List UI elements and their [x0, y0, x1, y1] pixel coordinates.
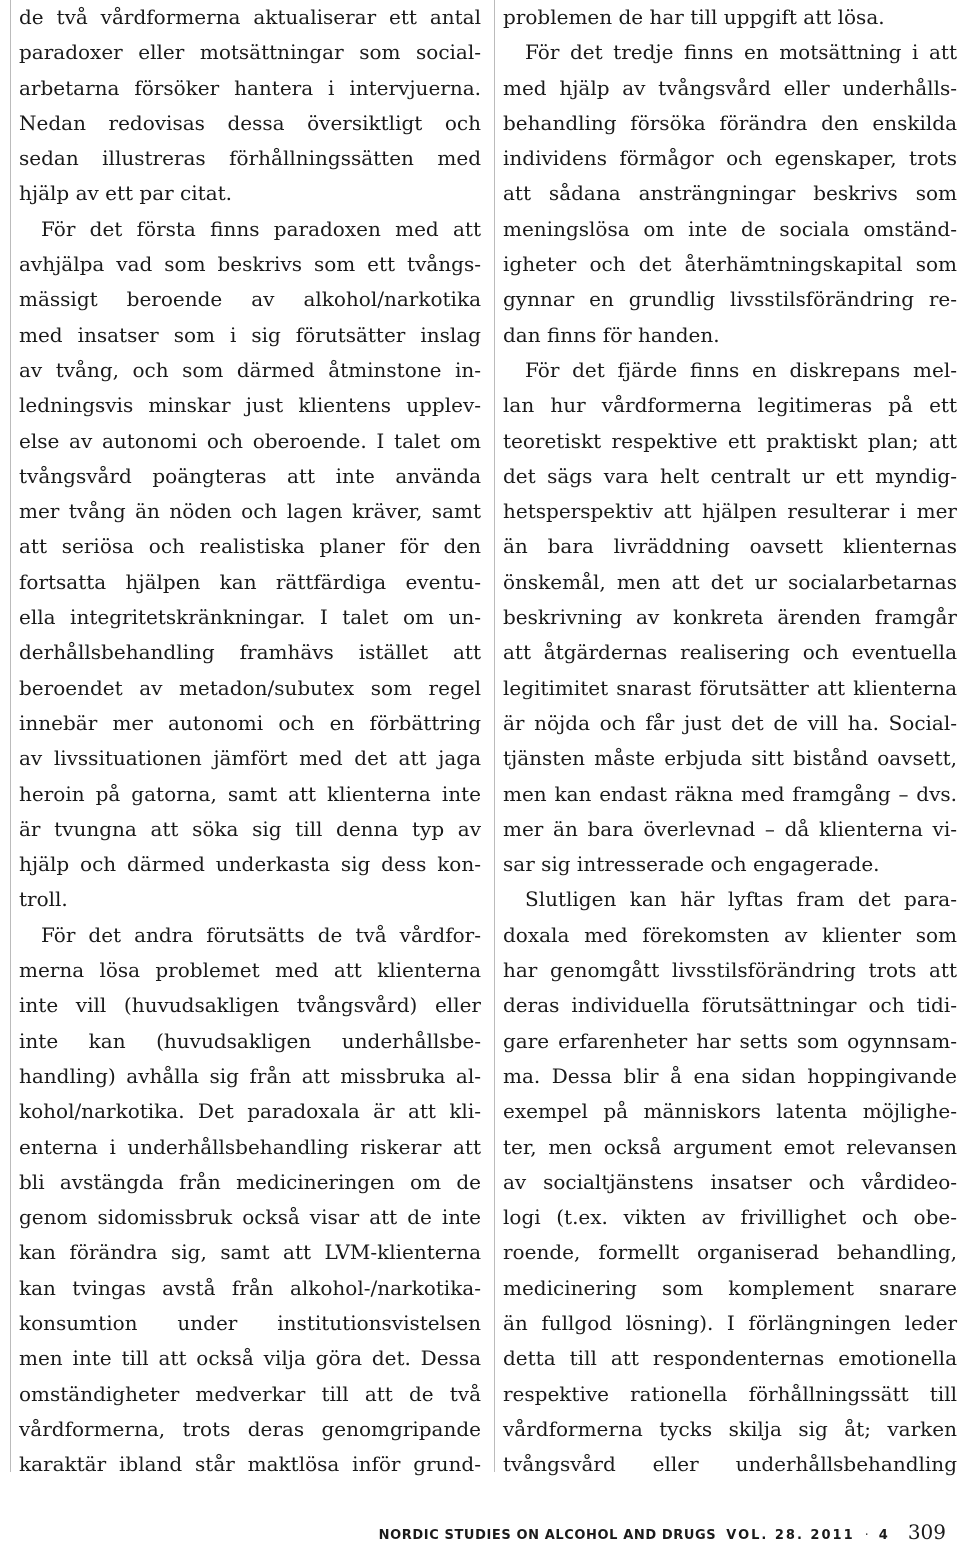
text-line: sar sig intresserade och engagerade.	[503, 852, 880, 877]
text-line: att åtgärdernas realisering och eventuella	[503, 640, 957, 665]
text-line: problemen de har till uppgift att lösa.	[503, 5, 885, 29]
text-line: med insatser som i sig förutsätter inslag	[19, 322, 481, 347]
page-number: 309	[907, 1520, 946, 1544]
text-line: att sådana ansträngningar beskrivs som	[503, 181, 957, 206]
text-line: av livssituationen jämfört med det att jaga	[19, 746, 481, 771]
text-line: derhållsbehandling framhävs istället att	[19, 640, 481, 665]
text-line: av socialtjänstens insatser och vårdideo-	[503, 1169, 957, 1194]
text-line: avhjälpa vad som beskrivs som ett tvångs-	[19, 252, 481, 277]
footer-separator: ·	[864, 1528, 869, 1543]
text-line: behandling försöka förändra den enskilda	[503, 110, 957, 135]
journal-title: NORDIC STUDIES ON ALCOHOL AND DRUGS	[378, 1528, 717, 1543]
text-line: vårdformerna tycks skilja sig åt; varken	[503, 1416, 957, 1441]
text-line: än bara livräddning oavsett klienternas	[503, 534, 957, 559]
text-line: omständigheter medverkar till att de två	[19, 1381, 481, 1406]
text-line: med hjälp av tvångsvård eller underhålls-	[503, 75, 957, 100]
text-line: karaktär ibland står maktlösa inför grund-	[19, 1452, 481, 1477]
text-line: enterna i underhållsbehandling riskerar att	[19, 1134, 481, 1159]
text-line: är tvungna att söka sig till denna typ av	[19, 816, 481, 841]
text-line: är nöjda och får just det de vill ha. Social-	[503, 710, 957, 735]
text-line: Slutligen kan här lyftas fram det para-	[525, 887, 957, 912]
text-line: att seriösa och realistiska planer för den	[19, 534, 481, 559]
text-line: troll.	[19, 887, 68, 912]
text-line: individens förmågor och egenskaper, trots	[503, 146, 957, 171]
text-line: inte kan (huvudsakligen underhållsbe-	[19, 1028, 481, 1053]
text-line: dan finns för handen.	[503, 322, 720, 347]
text-line: exempel på människors latenta möjlighe-	[503, 1099, 957, 1124]
text-line: ter, men också argument emot relevansen	[503, 1134, 957, 1159]
text-line: ma. Dessa blir å ena sidan hoppingivande	[503, 1063, 957, 1088]
text-line: mässigt beroende av alkohol/narkotika	[19, 287, 481, 312]
text-line: av tvång, och som därmed åtminstone in-	[19, 357, 481, 382]
left-column	[10, 0, 481, 1477]
text-line: inte vill (huvudsakligen tvångsvård) eller	[19, 993, 481, 1018]
text-line: doxala med förekomsten av klienter som	[503, 922, 957, 947]
text-line: medicinering som komplement snarare	[503, 1275, 957, 1300]
text-line: kan tvingas avstå från alkohol-/narkotika-	[19, 1275, 481, 1300]
text-line: igheter och det återhämtningskapital som	[503, 252, 957, 277]
text-line: tvångsvård poängteras att inte använda	[19, 463, 481, 488]
page-footer	[379, 1520, 946, 1544]
text-line: arbetarna försöker hantera i intervjuerna.	[19, 75, 481, 100]
text-line: gynnar en grundlig livsstilsförändring re-	[503, 287, 957, 312]
text-line: har genomgått livsstilsförändring trots att	[503, 958, 957, 983]
right-column	[494, 0, 957, 1477]
text-line: deras individuella förutsättningar och tidi-	[503, 993, 957, 1018]
text-line: men kan endast räkna med framgång – dvs.	[503, 781, 957, 806]
text-line: Nedan redovisas dessa översiktligt och	[19, 110, 481, 135]
text-line: teoretiskt respektive ett praktiskt plan; att	[503, 428, 957, 453]
text-line: hjälp av ett par citat.	[19, 181, 233, 206]
volume-label: VOL. 28. 2011	[726, 1528, 855, 1543]
text-line: men inte till att också vilja göra det. Dessa	[19, 1346, 481, 1371]
text-line: beroendet av metadon/subutex som regel	[19, 675, 481, 700]
text-line: respektive rationella förhållningssätt till	[503, 1381, 957, 1406]
text-line: handling) avhålla sig från att missbruka al-	[19, 1063, 481, 1088]
text-line: roende, formellt organiserad behandling,	[503, 1240, 957, 1265]
text-line: önskemål, men att det ur socialarbetarnas	[503, 569, 957, 594]
text-line: För det fjärde finns en diskrepans mel-	[525, 357, 957, 382]
text-line: beskrivning av konkreta ärenden framgår	[503, 605, 957, 630]
text-line: genom sidomissbruk också visar att de inte	[19, 1205, 481, 1230]
text-line: kan förändra sig, samt att LVM-klienterna	[19, 1240, 481, 1265]
text-line: merna lösa problemet med att klienterna	[19, 958, 481, 983]
text-line: tvångsvård eller underhållsbehandling	[503, 1452, 957, 1477]
text-line: bli avstängda från medicineringen om de	[19, 1169, 481, 1194]
text-line: kohol/narkotika. Det paradoxala är att kli-	[19, 1099, 481, 1124]
text-line: fortsatta hjälpen kan rättfärdiga eventu-	[19, 569, 481, 594]
text-line: För det tredje finns en motsättning i att	[525, 40, 957, 65]
text-line: konsumtion under institutionsvistelsen	[19, 1310, 481, 1335]
text-line: För det andra förutsätts de två vårdfor-	[41, 922, 481, 947]
text-line: legitimitet snarast förutsätter att klienterna	[503, 675, 957, 700]
text-line: detta till att respondenternas emotionella	[503, 1346, 957, 1371]
text-line: heroin på gatorna, samt att klienterna inte	[19, 781, 481, 806]
text-line: hetsperspektiv att hjälpen resulterar i mer	[503, 499, 957, 524]
text-line: ella integritetskränkningar. I talet om un-	[19, 605, 481, 630]
text-line: vårdformerna, trots deras genomgripande	[19, 1416, 481, 1441]
text-line: mer än bara överlevnad – då klienterna vi-	[503, 816, 957, 841]
text-line: innebär mer autonomi och en förbättring	[19, 710, 481, 735]
text-line: paradoxer eller motsättningar som social-	[19, 40, 481, 65]
text-line: mer tvång än nöden och lagen kräver, samt	[19, 499, 481, 524]
text-line: logi (t.ex. vikten av frivillighet och obe-	[503, 1205, 957, 1230]
text-line: För det första finns paradoxen med att	[41, 216, 481, 241]
text-line: gare erfarenheter har setts som ogynnsam-	[503, 1028, 957, 1053]
text-line: meningslösa om inte de sociala omständ-	[503, 216, 957, 241]
text-line: sedan illustreras förhållningssätten med	[19, 146, 481, 171]
text-line: det sägs vara helt centralt ur ett myndig-	[503, 463, 957, 488]
text-line: lan hur vårdformerna legitimeras på ett	[503, 393, 957, 418]
text-line: tjänsten måste erbjuda sitt bistånd oavsett,	[503, 746, 957, 771]
text-line: ledningsvis minskar just klientens upplev-	[19, 393, 481, 418]
text-line: de två vårdformerna aktualiserar ett antal	[19, 5, 481, 29]
text-line: hjälp och därmed underkasta sig dess kon-	[19, 852, 481, 877]
issue-number: 4	[878, 1528, 888, 1543]
text-line: än fullgod lösning). I förlängningen leder	[503, 1310, 957, 1335]
text-line: else av autonomi och oberoende. I talet om	[19, 428, 481, 453]
